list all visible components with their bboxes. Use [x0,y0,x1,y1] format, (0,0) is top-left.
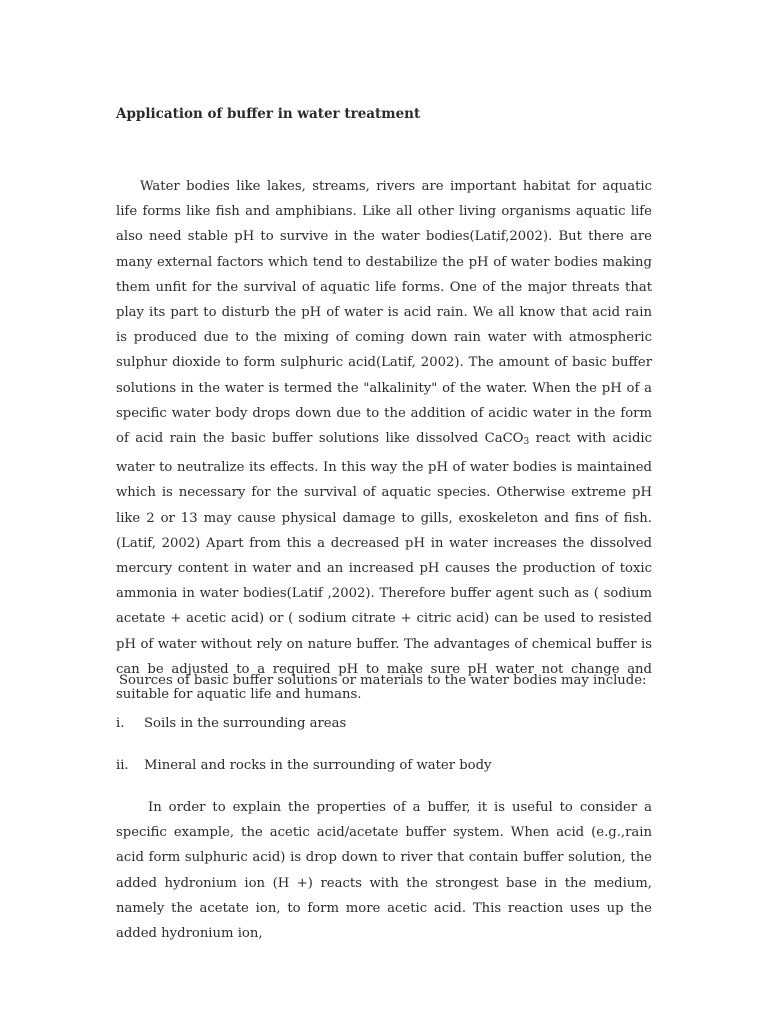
list-item-text: Soils in the surrounding areas [144,716,347,731]
list-item [116,753,491,778]
caco3-subscript: 3 [523,437,530,448]
paragraph-water-bodies [116,174,652,707]
paragraph-1-text-a: Water bodies like lakes, streams, rivers are important habitat for aquatic life forms like fish and amphibians. Like all other living organisms aquatic life also need stable pH to survive in the water bodies(Latif,2002). But there are many external factors which tend to destabilize the pH of water bodies making them unfit for the survival of aquatic life forms. One of the major threats that play its part to disturb the pH of water is acid rain. We all know that acid rain is produced due to the mixing of coming down rain water with atmospheric sulphur dioxide to form sulphuric acid(Latif, 2002). The amount of basic buffer solutions in the water is termed the "alkalinity" of the water. When the pH of a specific water body drops down due to the addition of acidic water in the form of acid rain the basic buffer solutions like dissolved CaCO [116,179,652,447]
paragraph-sources: Sources of basic buffer solutions or materials to the water bodies may include: [119,673,647,688]
list-item [116,711,346,736]
list-item-text: Mineral and rocks in the surrounding of water body [144,758,492,773]
paragraph-1-text-b: react with acidic water to neutralize its effects. In this way the pH of water bodies is maintained which is necessary for the survival of aquatic species. Otherwise extreme pH like 2 or 13 may cause physical damage to gills, exoskeleton and fins of fish.(Latif, 2002) Apart from this a decreased pH in water increases the dissolved mercury content in water and an increased pH causes the production of toxic ammonia in water bodies(Latif ,2002). Therefore buffer agent such as ( sodium acetate + acetic acid) or ( sodium citrate + citric acid) can be used to resisted pH of water without rely on nature buffer. The advantages of chemical buffer is can be adjusted to a required pH to make sure pH water not change and suitable for aquatic life and humans. [116,431,652,703]
paragraph-buffer-example: In order to explain the properties of a buffer, it is useful to consider a specific example, the acetic acid/acetate buffer system. When acid (e.g.,rain acid form sulphuric acid) is drop down to river that contain buffer solution, the added hydronium ion (H +) reacts with the strongest base in the medium, namely the acetate ion, to form more acetic acid. This reaction uses up the added hydronium ion, [116,800,652,942]
list-marker: ii. [116,758,129,773]
document-title: Application of buffer in water treatment [116,106,421,122]
list-marker: i. [116,716,125,731]
